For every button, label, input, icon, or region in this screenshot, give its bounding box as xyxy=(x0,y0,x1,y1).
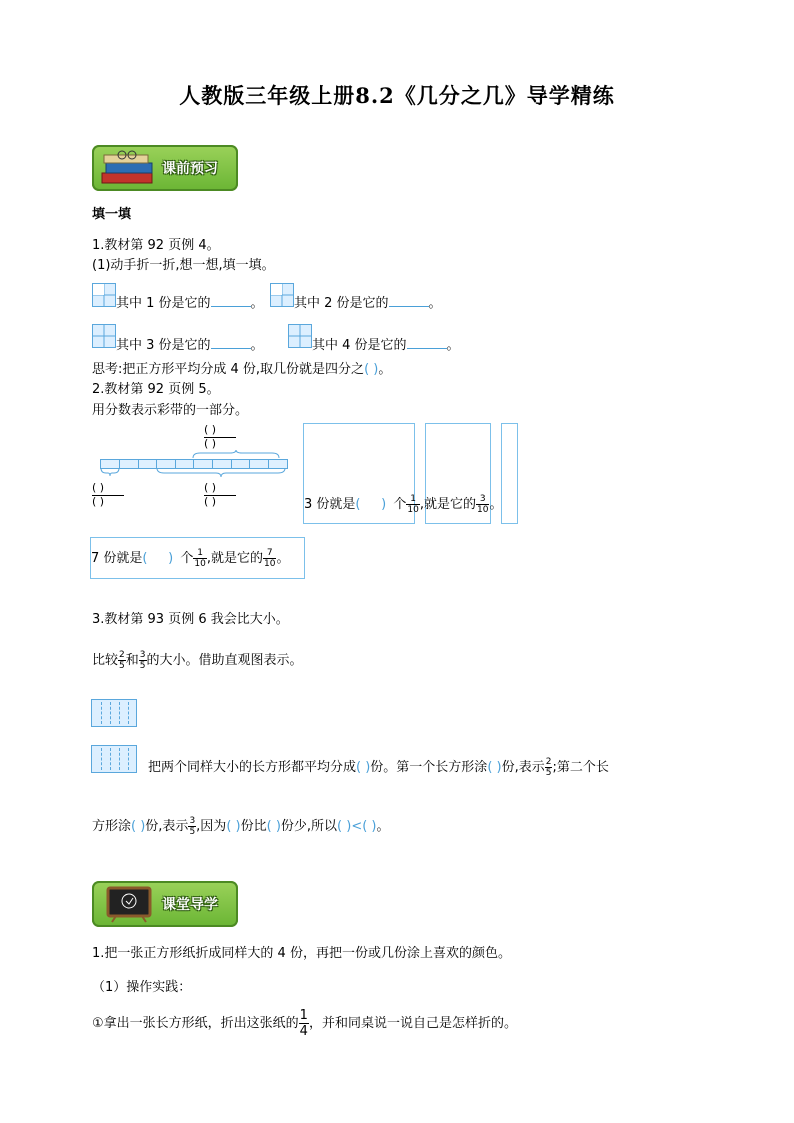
blank-c[interactable]: ( ) xyxy=(337,819,352,834)
q1-a-row xyxy=(116,294,264,312)
square-4-of-4 xyxy=(288,324,312,348)
square-1-of-4 xyxy=(92,283,116,307)
s1-mid: 个 xyxy=(393,497,407,512)
den: 5 xyxy=(119,661,125,671)
bottom-brace xyxy=(156,468,287,478)
c1-title: 1.把一张正方形纸折成同样大的 4 份，再把一份或几份涂上喜欢的颜色。 xyxy=(92,946,511,961)
left-paren-1[interactable]: ( ) xyxy=(92,481,105,494)
q1-title: 1.教材第 92 页例 4。 xyxy=(92,238,220,253)
q1-sub: (1)动手折一折,想一想,填一填。 xyxy=(92,258,275,273)
fraction-3-5 xyxy=(188,816,196,837)
blank-a[interactable]: ( ) xyxy=(226,819,241,834)
den: 5 xyxy=(545,768,552,778)
books-icon xyxy=(100,149,158,187)
preview-banner-label: 课前预习 xyxy=(162,161,218,177)
den: 10 xyxy=(264,559,276,569)
s1-pre: 3 份就是 xyxy=(304,497,356,512)
bottom-paren-2[interactable]: ( ) xyxy=(204,495,217,508)
class-banner-label: 课堂导学 xyxy=(162,897,218,913)
den: 10 xyxy=(477,505,489,515)
dot: 。 xyxy=(446,338,460,353)
q1-a-blank[interactable] xyxy=(211,294,251,307)
cmp-post: 的大小。借助直观图表示。 xyxy=(146,653,303,668)
num: 2 xyxy=(119,650,125,660)
think-text: 思考:把正方形平均分成 4 份,取几份就是四分之 xyxy=(92,362,365,377)
l3: 份,表示 xyxy=(501,760,545,775)
square-2-of-4 xyxy=(270,283,294,307)
q3-compare xyxy=(92,650,303,672)
q2-sentence-2 xyxy=(91,548,289,570)
num: 7 xyxy=(263,548,276,559)
fraction-1-10 xyxy=(193,548,206,569)
dot: 。 xyxy=(489,497,503,512)
c1-line xyxy=(92,1008,517,1039)
fill-heading: 填一填 xyxy=(92,207,132,222)
top-brace xyxy=(192,450,280,459)
den: 5 xyxy=(139,661,146,671)
num: 3 xyxy=(476,494,489,505)
num: 3 xyxy=(189,816,196,826)
l2: 份。第一个长方形涂 xyxy=(370,760,488,775)
c1-pre: ①拿出一张长方形纸，折出这张纸的 xyxy=(92,1016,299,1031)
l7: ,因为 xyxy=(196,819,227,834)
left-brace xyxy=(100,468,120,477)
l6: 份,表示 xyxy=(145,819,189,834)
q3-title: 3.教材第 93 页例 6 我会比大小。 xyxy=(92,612,289,627)
fraction-1-10 xyxy=(406,494,419,515)
blank-shaded-2[interactable]: ( ) xyxy=(131,819,146,834)
q1-c-blank[interactable] xyxy=(211,336,251,349)
num: 2 xyxy=(545,757,552,767)
q1-think xyxy=(92,362,391,378)
q1-d-row xyxy=(312,336,460,354)
q1-d-text: 其中 4 份是它的 xyxy=(312,338,407,353)
fraction-1-4 xyxy=(299,1008,309,1039)
blank-parts[interactable]: ( ) xyxy=(356,760,371,775)
square-3-of-4 xyxy=(92,324,116,348)
less-than: < xyxy=(351,819,363,834)
preview-banner xyxy=(92,145,238,191)
q1-b-text: 其中 2 份是它的 xyxy=(294,296,389,311)
c1-sub: （1）操作实践： xyxy=(92,980,192,995)
l8: 份比 xyxy=(240,819,267,834)
q2-sub: 用分数表示彩带的一部分。 xyxy=(92,403,249,418)
left-paren-2[interactable]: ( ) xyxy=(92,495,105,508)
den: 10 xyxy=(407,505,419,515)
fraction-3-5 xyxy=(139,650,147,671)
dot: 。 xyxy=(276,551,290,566)
fraction-2-5 xyxy=(118,650,126,671)
q1-b-row xyxy=(294,294,442,312)
dot: 。 xyxy=(250,338,264,353)
q1-d-blank[interactable] xyxy=(407,336,447,349)
class-banner xyxy=(92,881,238,927)
fraction-3-10 xyxy=(476,494,489,515)
q3-line-2 xyxy=(92,816,390,838)
cmp-and: 和 xyxy=(125,653,139,668)
s2-pre: 7 份就是 xyxy=(91,551,143,566)
dot: 。 xyxy=(428,296,442,311)
l9: 份少,所以 xyxy=(280,819,338,834)
q1-a-text: 其中 1 份是它的 xyxy=(116,296,211,311)
rectangle-fifths-1 xyxy=(91,699,137,727)
blank-b[interactable]: ( ) xyxy=(266,819,281,834)
num: 1 xyxy=(406,494,419,505)
dot: 。 xyxy=(376,819,390,834)
num: 3 xyxy=(139,650,146,660)
l1: 把两个同样大小的长方形都平均分成 xyxy=(148,760,357,775)
q2-sentence-1 xyxy=(304,494,502,516)
q1-c-row xyxy=(116,336,264,354)
dot: 。 xyxy=(250,296,264,311)
think-blank[interactable]: ( ) xyxy=(364,362,379,377)
q2-title: 2.教材第 92 页例 5。 xyxy=(92,382,220,397)
rectangle-fifths-2 xyxy=(91,745,137,773)
l4: ;第二个长 xyxy=(552,760,609,775)
blank-d[interactable]: ( ) xyxy=(362,819,377,834)
den: 10 xyxy=(194,559,206,569)
s2-post: ,就是它的 xyxy=(206,551,264,566)
ribbon-top-paren-1[interactable]: ( ) xyxy=(204,423,217,436)
dot: 。 xyxy=(378,362,392,377)
page-title: 人教版三年级上册8.2《几分之几》导学精练 xyxy=(179,83,615,108)
fraction-7-10 xyxy=(263,548,276,569)
s2-blank[interactable]: ( ) xyxy=(142,551,174,566)
den: 4 xyxy=(299,1024,308,1039)
q1-c-text: 其中 3 份是它的 xyxy=(116,338,211,353)
q1-b-blank[interactable] xyxy=(389,294,429,307)
s1-post: ,就是它的 xyxy=(419,497,477,512)
cmp-pre: 比较 xyxy=(92,653,119,668)
ribbon-top-paren-2[interactable]: ( ) xyxy=(204,437,217,450)
s1-blank[interactable]: ( ) xyxy=(355,497,387,512)
l5: 方形涂 xyxy=(92,819,132,834)
bottom-paren-1[interactable]: ( ) xyxy=(204,481,217,494)
answer-box xyxy=(501,423,518,524)
c1-post: ，并和同桌说一说自己是怎样折的。 xyxy=(308,1016,517,1031)
blank-shaded-1[interactable]: ( ) xyxy=(487,760,502,775)
den: 5 xyxy=(189,827,196,837)
s2-mid: 个 xyxy=(180,551,194,566)
blackboard-icon xyxy=(102,885,156,923)
num: 1 xyxy=(193,548,206,559)
q3-line-1 xyxy=(148,757,609,779)
num: 1 xyxy=(299,1008,308,1023)
